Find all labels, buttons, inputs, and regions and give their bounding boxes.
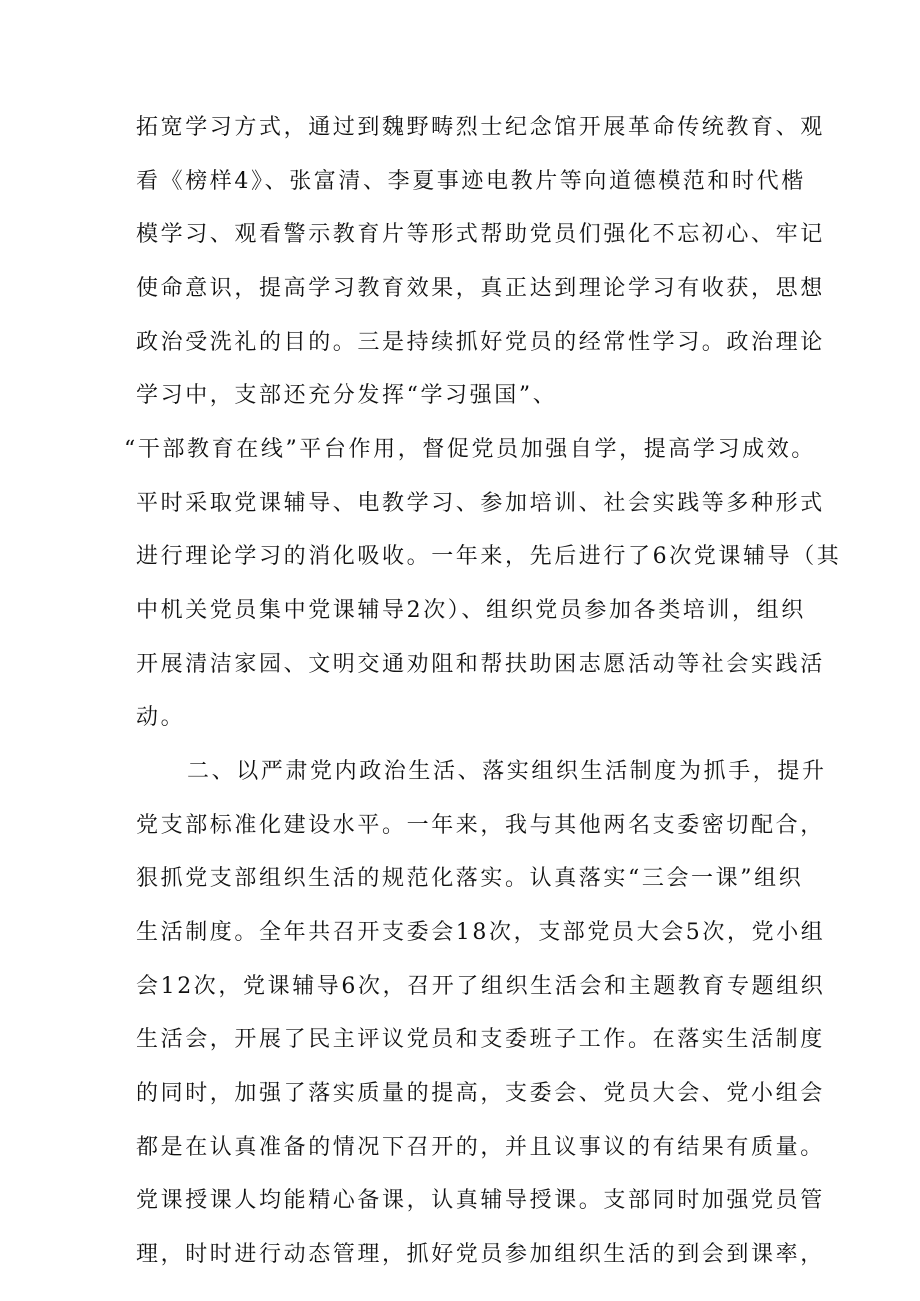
text-line: 平时采取党课辅导、电教学习、参加培训、社会实践等多种形式 — [136, 491, 825, 516]
text-line: 都是在认真准备的情况下召开的，并且议事议的有结果有质量。 — [136, 1135, 825, 1160]
paragraph-heading: 二、以严肃党内政治生活、落实组织生活制度为抓手，提升 — [187, 759, 827, 784]
text-line: 生活制度。全年共召开支委会18次，支部党员大会5次，党小组 — [136, 920, 826, 945]
text-line: 会12次，党课辅导6次，召开了组织生活会和主题教育专题组织 — [136, 974, 826, 999]
text-line: 模学习、观看警示教育片等形式帮助党员们强化不忘初心、牢记 — [136, 222, 825, 247]
text-line: 拓宽学习方式，通过到魏野畴烈士纪念馆开展革命传统教育、观 — [136, 115, 825, 140]
text-line: “干部教育在线”平台作用，督促党员加强自学，提高学习成效。 — [124, 437, 816, 462]
text-line: 理，时时进行动态管理，抓好党员参加组织生活的到会到课率， — [136, 1242, 825, 1267]
text-line: 使命意识，提高学习教育效果，真正达到理论学习有收获，思想 — [136, 276, 825, 301]
text-line: 中机关党员集中党课辅导2次）、组织党员参加各类培训，组织 — [136, 598, 806, 623]
text-line: 政治受洗礼的目的。三是持续抓好党员的经常性学习。政治理论 — [136, 330, 825, 355]
text-line: 党支部标准化建设水平。一年来，我与其他两名支委密切配合， — [136, 813, 825, 838]
text-line: 动。 — [136, 705, 186, 730]
text-line: 狠抓党支部组织生活的规范化落实。认真落实“三会一课”组织 — [136, 866, 804, 891]
text-line: 的同时，加强了落实质量的提高，支委会、党员大会、党小组会 — [136, 1081, 825, 1106]
text-line: 学习中，支部还充分发挥“学习强国”、 — [136, 383, 558, 408]
text-line: 生活会，开展了民主评议党员和支委班子工作。在落实生活制度 — [136, 1027, 825, 1052]
text-line: 看《榜样4》、张富清、李夏事迹电教片等向道德模范和时代楷 — [136, 169, 806, 194]
text-line: 党课授课人均能精心备课，认真辅导授课。支部同时加强党员管 — [136, 1188, 825, 1213]
text-line: 开展清洁家园、文明交通劝阻和帮扶助困志愿活动等社会实践活 — [136, 652, 825, 677]
text-line: 进行理论学习的消化吸收。一年来，先后进行了6次党课辅导（其 — [136, 544, 842, 569]
